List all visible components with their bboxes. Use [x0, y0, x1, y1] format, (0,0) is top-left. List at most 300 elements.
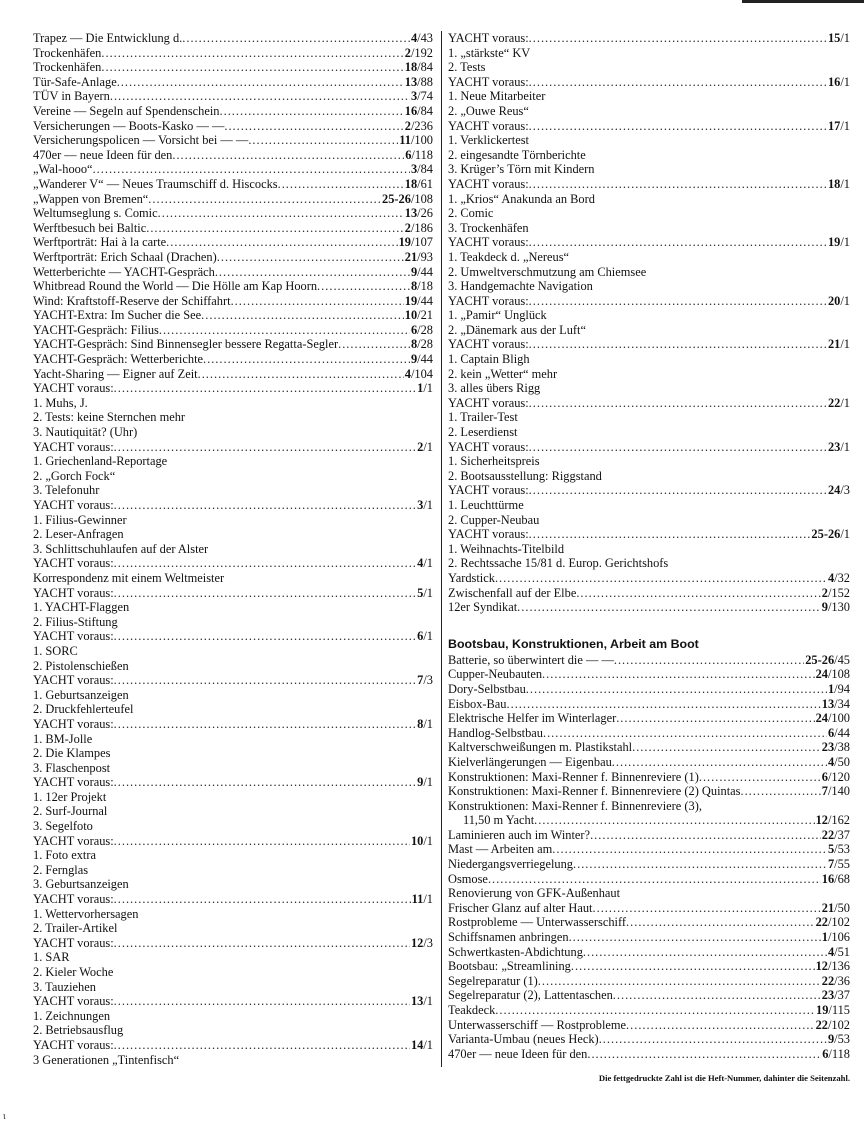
dot-leader	[529, 177, 827, 192]
entry-reference	[821, 974, 850, 989]
index-subentry	[448, 104, 850, 119]
page-number: 1	[843, 439, 850, 454]
entry-reference	[404, 206, 433, 221]
slash-separator: /	[827, 769, 832, 784]
entry-reference	[821, 697, 850, 712]
index-subentry	[448, 513, 850, 528]
entry-reference	[827, 945, 850, 960]
entry-reference	[815, 1003, 850, 1018]
index-entry	[448, 959, 850, 974]
entry-reference	[821, 930, 850, 945]
index-subentry	[448, 250, 850, 265]
page-number: 118	[831, 1046, 850, 1061]
index-subentry	[448, 265, 850, 280]
slash-separator: /	[840, 293, 844, 308]
entry-title: Versicherungen — Boots-Kasko — —	[33, 118, 225, 133]
issue-number: 24	[827, 483, 841, 498]
slash-separator: /	[423, 716, 427, 731]
entry-title: 3. Schlittschuhlaufen auf der Alster	[33, 541, 209, 556]
page-number: 1	[843, 74, 850, 89]
entry-title: Batterie, so überwintert die — —	[448, 652, 614, 667]
dot-leader	[529, 396, 827, 411]
index-entry	[33, 104, 433, 119]
entry-title: 2. eingesandte Törnberichte	[448, 147, 586, 162]
page-number: 94	[837, 681, 850, 696]
entry-title: Trockenhäfen	[33, 45, 102, 60]
entry-reference	[827, 75, 850, 90]
index-entry	[33, 367, 433, 382]
page-number: 192	[414, 45, 433, 60]
issue-number: 23	[827, 439, 841, 454]
page-number: 50	[837, 900, 850, 915]
dot-leader	[231, 294, 404, 309]
entry-title: YACHT voraus:	[448, 235, 529, 250]
entry-reference	[821, 740, 850, 755]
page-number: 118	[414, 147, 433, 162]
slash-separator: /	[411, 147, 415, 162]
index-subentry	[33, 600, 433, 615]
index-entry	[33, 119, 433, 134]
index-subentry	[33, 1023, 433, 1038]
issue-number: 25-26	[805, 652, 835, 667]
index-subentry	[33, 483, 433, 498]
entry-title: YACHT voraus:	[33, 935, 114, 950]
index-subentry	[448, 425, 850, 440]
index-entry	[448, 988, 850, 1003]
slash-separator: /	[840, 235, 844, 250]
index-entry	[33, 498, 433, 513]
index-entry	[448, 586, 850, 601]
slash-separator: /	[827, 930, 832, 945]
issue-number: 23	[821, 740, 835, 755]
entry-reference	[404, 294, 433, 309]
index-subentry	[33, 542, 433, 557]
entry-reference	[416, 629, 433, 644]
entry-title: Bootsbau: „Streamlining	[448, 959, 571, 974]
dot-leader	[114, 556, 416, 571]
dot-leader	[599, 1032, 827, 1047]
issue-number: 2	[821, 585, 828, 600]
entry-reference	[416, 586, 433, 601]
entry-reference	[410, 279, 433, 294]
entry-reference	[827, 177, 850, 192]
index-subentry	[448, 162, 850, 177]
entry-title: 1. Geburtsanzeigen	[33, 687, 129, 702]
issue-number: 16	[827, 74, 841, 89]
entry-title: YACHT voraus:	[33, 629, 114, 644]
entry-title: 3. Tauziehen	[33, 979, 96, 994]
index-entry	[33, 31, 433, 46]
issue-number: 22	[827, 395, 841, 410]
issue-number: 11	[411, 892, 424, 907]
slash-separator: /	[834, 570, 838, 585]
entry-reference	[821, 828, 850, 843]
entry-reference	[404, 221, 433, 236]
page-number: 55	[837, 857, 850, 872]
slash-separator: /	[423, 833, 427, 848]
issue-number: 22	[815, 915, 828, 930]
dot-leader	[571, 959, 815, 974]
entry-title: Konstruktionen: Maxi-Renner f. Binnenreviere (2) Quintas	[448, 784, 741, 799]
issue-number: 21	[827, 337, 841, 352]
entry-reference	[821, 770, 850, 785]
issue-number: 11	[399, 133, 411, 148]
entry-title: YACHT-Gespräch: Filius	[33, 322, 159, 337]
entry-reference	[410, 834, 433, 849]
entry-reference	[821, 901, 850, 916]
issue-number: 25-26	[382, 191, 411, 206]
dot-leader	[114, 498, 416, 513]
dot-leader	[148, 192, 381, 207]
entry-title: Frischer Glanz auf alter Haut	[448, 900, 593, 915]
entry-reference	[821, 872, 850, 887]
entry-title: 1. Captain Bligh	[448, 352, 530, 367]
entry-reference	[827, 682, 850, 697]
page-number: 1	[426, 716, 433, 731]
entry-reference	[827, 1032, 850, 1047]
issue-number: 20	[827, 293, 841, 308]
index-entry	[448, 396, 850, 411]
index-subentry	[33, 921, 433, 936]
slash-separator: /	[827, 585, 832, 600]
entry-title: 1. „stärkste“ KV	[448, 45, 531, 60]
index-entry	[448, 857, 850, 872]
issue-number: 6	[417, 629, 424, 644]
entry-reference	[821, 988, 850, 1003]
entry-reference	[804, 653, 850, 668]
dot-leader	[201, 308, 404, 323]
page-number: 100	[831, 711, 850, 726]
page-number: 34	[837, 696, 850, 711]
slash-separator: /	[417, 352, 421, 367]
page-number: 44	[420, 293, 433, 308]
entry-title: 2. „Dänemark aus der Luft“	[448, 322, 586, 337]
entry-reference	[398, 133, 433, 148]
dot-leader	[114, 673, 416, 688]
slash-separator: /	[828, 1046, 832, 1061]
page-number: 100	[414, 133, 433, 148]
issue-number: 24	[815, 711, 828, 726]
entry-title: YACHT voraus:	[33, 585, 114, 600]
entry-title: YACHT-Extra: Im Sucher die See	[33, 308, 202, 323]
issue-number: 13	[821, 696, 835, 711]
page-number: 84	[420, 103, 433, 118]
slash-separator: /	[834, 973, 838, 988]
dot-leader	[182, 31, 410, 46]
index-entry	[448, 842, 850, 857]
issue-number: 1	[417, 381, 424, 396]
issue-number: 6	[821, 769, 828, 784]
slash-separator: /	[834, 696, 838, 711]
index-entry	[33, 381, 433, 396]
entry-title: 2. Cupper-Neubau	[448, 512, 540, 527]
index-entry	[33, 148, 433, 163]
index-subentry	[33, 644, 433, 659]
page-number: 102	[831, 1017, 850, 1032]
slash-separator: /	[417, 176, 421, 191]
issue-number: 21	[821, 900, 835, 915]
index-entry	[448, 600, 850, 615]
entry-title: Schiffsnamen anbringen	[448, 930, 569, 945]
issue-number: 4	[827, 570, 835, 585]
slash-separator: /	[423, 673, 427, 688]
issue-number: 3	[410, 162, 418, 177]
page-number: 37	[837, 827, 850, 842]
index-subentry	[33, 571, 433, 586]
page-number: 51	[837, 944, 850, 959]
entry-title: Segelreparatur (1)	[448, 973, 538, 988]
index-entry	[33, 235, 433, 250]
issue-number: 8	[410, 337, 418, 352]
index-subentry	[33, 746, 433, 761]
dot-leader	[529, 75, 827, 90]
page-number: 102	[831, 915, 850, 930]
index-subentry	[33, 659, 433, 674]
entry-reference	[815, 711, 850, 726]
entry-reference	[410, 337, 433, 352]
slash-separator: /	[827, 813, 832, 828]
index-entry	[448, 75, 850, 90]
dot-leader	[114, 381, 416, 396]
issue-number: 18	[404, 176, 418, 191]
page-number: 1	[843, 293, 850, 308]
entry-title: 12er Syndikat	[448, 600, 518, 615]
page-number: 21	[420, 308, 433, 323]
entry-reference	[821, 1047, 850, 1062]
slash-separator: /	[423, 381, 427, 396]
issue-number: 9	[417, 775, 424, 790]
dot-leader	[114, 834, 410, 849]
entry-title: Werftporträt: Hai à la carte	[33, 235, 167, 250]
index-entry	[448, 682, 850, 697]
page-number: 1	[426, 556, 433, 571]
slash-separator: /	[417, 89, 421, 104]
entry-reference	[815, 667, 850, 682]
entry-title: 3. Segelfoto	[33, 819, 93, 834]
slash-separator: /	[834, 900, 838, 915]
dot-leader	[587, 1047, 821, 1062]
entry-title: Handlog-Selbstbau	[448, 725, 543, 740]
page-number: 18	[420, 279, 433, 294]
entry-title: Kielverlängerungen — Eigenbau	[448, 754, 612, 769]
entry-title: 2. Rechtssache 15/81 d. Europ. Gerichtshofs	[448, 556, 669, 571]
dot-leader	[626, 1018, 815, 1033]
entry-reference	[410, 1038, 433, 1053]
entry-title: Vereine — Segeln auf Spendenschein	[33, 103, 220, 118]
issue-number: 25-26	[811, 527, 841, 542]
index-subentry	[33, 863, 433, 878]
index-entry	[33, 133, 433, 148]
index-entry	[448, 177, 850, 192]
slash-separator: /	[423, 935, 427, 950]
dot-leader	[488, 872, 821, 887]
index-entry	[448, 755, 850, 770]
index-subentry	[448, 367, 850, 382]
page-number: 106	[831, 930, 850, 945]
dot-leader	[614, 653, 804, 668]
entry-title: 1. Leuchttürme	[448, 498, 524, 512]
page-number: 1	[843, 31, 850, 45]
slash-separator: /	[410, 220, 415, 235]
slash-separator: /	[834, 754, 838, 769]
index-subentry	[448, 498, 850, 513]
dot-leader	[317, 279, 410, 294]
entry-title: YACHT voraus:	[33, 775, 114, 790]
entry-title: Schwertkasten-Abdichtung	[448, 944, 583, 959]
issue-number: 16	[821, 871, 835, 886]
issue-number: 13	[404, 74, 418, 89]
index-entry	[448, 527, 850, 542]
entry-title: YACHT voraus:	[33, 439, 114, 454]
index-subentry	[33, 877, 433, 892]
issue-number: 5	[417, 585, 424, 600]
entry-title: 2. Kieler Woche	[33, 965, 114, 979]
issue-number: 22	[821, 827, 835, 842]
slash-separator: /	[417, 162, 421, 177]
entry-title: Segelreparatur (2), Lattentaschen	[448, 988, 613, 1003]
entry-title: 2. Tests	[448, 60, 486, 75]
slash-separator: /	[410, 235, 415, 250]
slash-separator: /	[840, 395, 844, 410]
index-entry	[448, 1018, 850, 1033]
entry-title: YACHT voraus:	[33, 994, 114, 1009]
dot-leader	[158, 206, 404, 221]
dot-leader	[529, 31, 827, 46]
page-number: 107	[414, 235, 433, 250]
index-entry	[33, 89, 433, 104]
entry-title: Osmose	[448, 871, 488, 886]
entry-reference	[404, 250, 433, 265]
page-number: 1	[843, 235, 850, 250]
entry-title: YACHT voraus:	[448, 439, 529, 454]
issue-number: 14	[410, 1037, 424, 1052]
page-number: 3	[426, 935, 433, 950]
index-subentry	[33, 819, 433, 834]
entry-title: „Wanderer V“ — Neues Traumschiff d. Hiscocks	[33, 176, 278, 191]
dot-leader	[114, 717, 416, 732]
page-number: 1	[843, 395, 850, 410]
entry-title: 1. Zeichnungen	[33, 1008, 111, 1023]
entry-title: Teakdeck	[448, 1003, 496, 1017]
slash-separator: /	[840, 118, 844, 133]
page-number: 45	[837, 652, 850, 667]
slash-separator: /	[417, 74, 421, 89]
entry-title: 470er — neue Ideen für den	[448, 1046, 588, 1061]
issue-number: 4	[410, 31, 418, 45]
dot-leader	[590, 828, 821, 843]
issue-number: 1	[827, 681, 835, 696]
entry-title: Unterwasserschiff — Rostprobleme	[448, 1017, 627, 1032]
entry-title: 1. Verklickertest	[448, 133, 529, 148]
slash-separator: /	[423, 629, 427, 644]
index-subentry	[448, 323, 850, 338]
dot-leader	[146, 221, 404, 236]
slash-separator: /	[840, 337, 844, 352]
issue-number: 5	[827, 842, 835, 857]
slash-separator: /	[417, 206, 421, 221]
index-entry	[33, 892, 433, 907]
index-entry	[448, 828, 850, 843]
entry-title: 2. Trailer-Artikel	[33, 921, 118, 936]
entry-title: 2. Comic	[448, 206, 494, 221]
issue-number: 12	[815, 813, 828, 828]
entry-title: YACHT voraus:	[448, 527, 529, 542]
entry-reference	[410, 323, 433, 338]
page-number: 130	[831, 600, 850, 615]
dot-leader	[224, 119, 403, 134]
slash-separator: /	[410, 366, 415, 381]
entry-title: 1. Filius-Gewinner	[33, 512, 127, 527]
entry-title: YACHT voraus:	[33, 716, 114, 731]
page-number: 236	[414, 118, 433, 133]
slash-separator: /	[423, 994, 427, 1009]
issue-number: 3	[417, 498, 424, 512]
entry-title: 3. Nautiquität? (Uhr)	[33, 425, 138, 440]
entry-title: Mast — Arbeiten am	[448, 842, 553, 857]
entry-title: 3. Telefonuhr	[33, 483, 100, 498]
index-entry	[33, 834, 433, 849]
issue-number: 24	[815, 667, 828, 682]
index-entry	[448, 1047, 850, 1062]
entry-reference	[815, 813, 850, 828]
page-number: 3	[843, 483, 850, 498]
slash-separator: /	[840, 31, 844, 45]
index-subentry	[33, 615, 433, 630]
entry-reference	[404, 367, 433, 382]
entry-title: Konstruktionen: Maxi-Renner f. Binnenreviere (3),	[448, 798, 702, 813]
issue-number: 1	[821, 930, 828, 945]
dot-leader	[338, 337, 410, 352]
index-entry	[33, 775, 433, 790]
index-entry	[448, 872, 850, 887]
entry-reference	[404, 46, 433, 61]
entry-title: 2. Leserdienst	[448, 425, 518, 440]
index-subentry	[33, 761, 433, 776]
entry-reference	[404, 308, 433, 323]
dot-leader	[534, 813, 814, 828]
entry-title: 2. Betriebsausflug	[33, 1023, 124, 1038]
entry-title: Varianta-Umbau (neues Heck)	[448, 1032, 599, 1047]
index-entry	[33, 177, 433, 192]
dot-leader	[529, 235, 827, 250]
index-subentry	[448, 454, 850, 469]
dot-leader	[699, 770, 821, 785]
entry-title: 470er — neue Ideen für den	[33, 147, 173, 162]
index-subentry	[33, 396, 433, 411]
slash-separator: /	[423, 1037, 427, 1052]
index-subentry	[33, 907, 433, 922]
index-entry	[448, 1032, 850, 1047]
entry-title: Elektrische Helfer im Winterlager	[448, 711, 617, 726]
entry-title: „Wappen von Bremen“	[33, 191, 149, 206]
entry-reference	[416, 673, 433, 688]
page-number: 44	[420, 352, 433, 367]
slash-separator: /	[827, 1017, 832, 1032]
dot-leader	[93, 162, 410, 177]
page-number: 50	[837, 754, 850, 769]
slash-separator: /	[417, 103, 421, 118]
dot-leader	[529, 337, 827, 352]
page-number: 120	[831, 769, 850, 784]
slash-separator: /	[410, 118, 415, 133]
slash-separator: /	[827, 959, 832, 974]
index-subentry	[448, 542, 850, 557]
dot-leader	[248, 133, 398, 148]
index-entry	[448, 974, 850, 989]
entry-title: Niedergangsverriegelung	[448, 857, 574, 872]
index-subentry	[448, 381, 850, 396]
slash-separator: /	[828, 1003, 832, 1017]
